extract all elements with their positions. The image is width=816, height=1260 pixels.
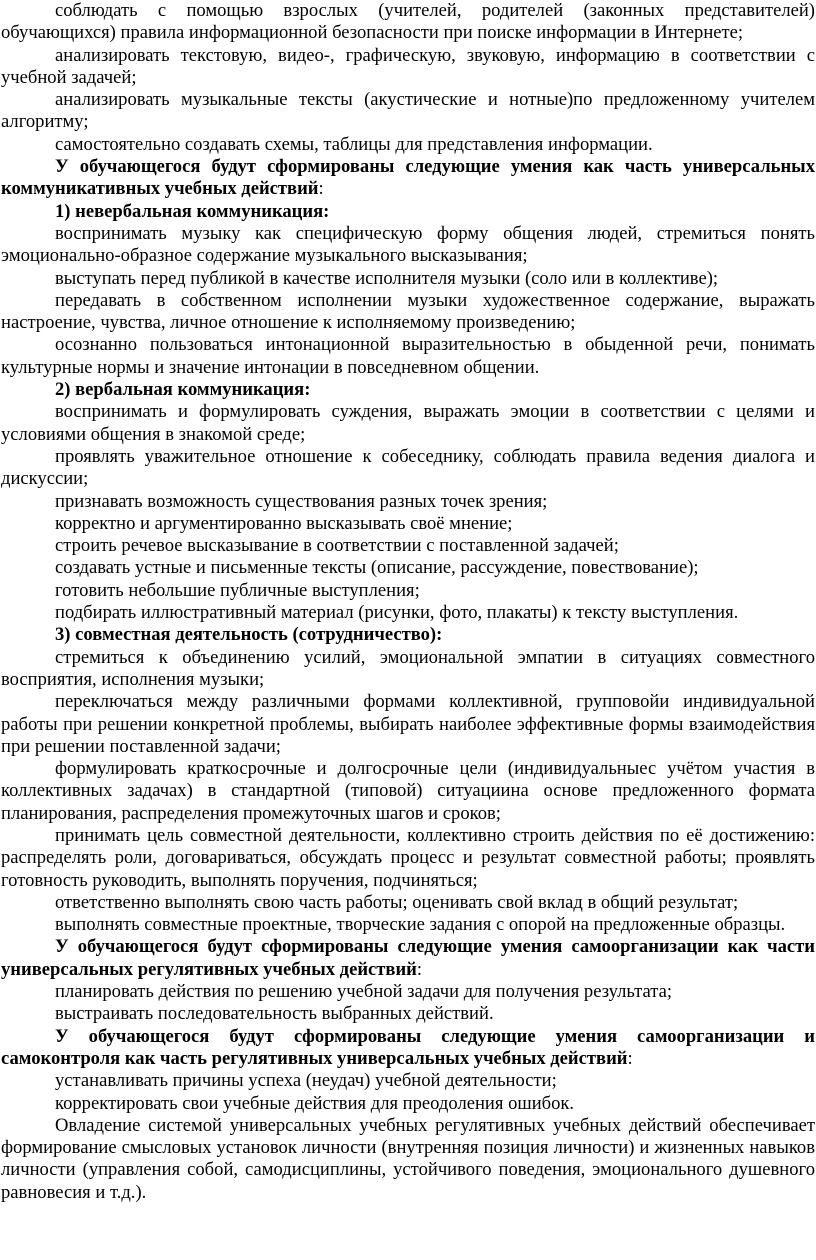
paragraph: формулировать краткосрочные и долгосрочные цели (индивидуальныес учётом участия в коллективных задачах) в стандартной (типовой) ситуациина основе предложенного формата планирования, распределения промежуточных шагов и сроков; (1, 758, 815, 824)
paragraph: признавать возможность существования разных точек зрения; (55, 490, 548, 512)
paragraph: стремиться к объединению усилий, эмоциональной эмпатии в ситуациях совместного восприятия, исполнения музыки; (1, 646, 815, 690)
paragraph: анализировать текстовую, видео-, графическую, звуковую, информацию в соответствии с учебной задачей; (1, 44, 815, 88)
heading-colon: : (318, 178, 324, 200)
paragraph: ответственно выполнять свою часть работы; оценивать свой вклад в общий результат; (55, 891, 739, 913)
subheading-verbal: 2) вербальная коммуникация: (55, 379, 311, 401)
paragraph: принимать цель совместной деятельности, коллективно строить действия по её достижению: распределять роли, договариваться, обсуждать процесс и результат совместной работы; проявлять готовность руководить, выполнять поручения, подчиняться; (1, 824, 815, 891)
paragraph: выполнять совместные проектные, творческие задания с опорой на предложенные образцы. (55, 914, 786, 936)
heading-colon: : (627, 1047, 633, 1069)
heading-text: У обучающегося будут сформированы следующие умения как часть универсальных коммуникативных учебных действий (1, 156, 815, 200)
paragraph: воспринимать музыку как специфическую форму общения людей, стремиться понять эмоционально-образное содержание музыкального высказывания; (1, 222, 815, 267)
paragraph: планировать действия по решению учебной задачи для получения результата; (55, 981, 673, 1003)
paragraph: переключаться между различными формами коллективной, групповойи индивидуальной работы при решении конкретной проблемы, выбирать наиболее эффективные формы взаимодействия при решении поставленной задачи; (1, 691, 815, 757)
subheading-cooperation: 3) совместная деятельность (сотрудничество): (55, 624, 443, 646)
paragraph: самостоятельно создавать схемы, таблицы для представления информации. (55, 133, 653, 155)
section-heading-self-organization (1, 936, 815, 981)
paragraph: создавать устные и письменные тексты (описание, рассуждение, повествование); (55, 557, 699, 579)
heading-text: У обучающегося будут сформированы следующие умения самоорганизации как части универсальных регулятивных учебных действий (1, 936, 815, 980)
paragraph: строить речевое высказывание в соответствии с поставленной задачей; (55, 535, 619, 557)
heading-colon: : (416, 958, 423, 980)
paragraph: воспринимать и формулировать суждения, выражать эмоции в соответствии с целями и условиями общения в знакомой среде; (1, 401, 815, 445)
paragraph: проявлять уважительное отношение к собеседнику, соблюдать правила ведения диалога и дискуссии; (1, 445, 815, 490)
paragraph: устанавливать причины успеха (неудач) учебной деятельности; (55, 1070, 557, 1092)
heading-text: У обучающегося будут сформированы следующие умения самоорганизации и самоконтроля как часть регулятивных универсальных учебных действий (1, 1025, 815, 1069)
paragraph: выступать перед публикой в качестве исполнителя музыки (соло или в коллективе); (55, 267, 719, 289)
section-heading-self-control (1, 1026, 815, 1071)
paragraph: передавать в собственном исполнении музыки художественное содержание, выражать настроение, чувства, личное отношение к исполняемому произведению; (1, 289, 815, 334)
paragraph: выстраивать последовательность выбранных действий. (55, 1003, 494, 1025)
paragraph: корректно и аргументированно высказывать своё мнение; (55, 512, 513, 534)
paragraph: Овладение системой универсальных учебных регулятивных учебных действий обеспечивает формирование смысловых установок личности (внутренняя позиция личности) и жизненных навыков личности (управления собой, самодисциплины, устойчивого поведения, эмоционального душевного равновесия и т.д.). (1, 1114, 815, 1203)
paragraph: осознанно пользоваться интонационной выразительностью в обыденной речи, понимать культурные нормы и значение интонации в повседневном общении. (1, 334, 815, 378)
paragraph: соблюдать с помощью взрослых (учителей, родителей (законных представителей) обучающихся) правила информационной безопасности при поиске информации в Интернете; (1, 0, 815, 44)
paragraph: корректировать свои учебные действия для преодоления ошибок. (55, 1092, 575, 1114)
paragraph: готовить небольшие публичные выступления; (55, 579, 420, 601)
subheading-nonverbal: 1) невербальная коммуникация: (55, 200, 330, 222)
paragraph: подбирать иллюстративный материал (рисунки, фото, плакаты) к тексту выступления. (55, 602, 739, 624)
paragraph: анализировать музыкальные тексты (акустические и нотные)по предложенному учителем алгоритму; (1, 89, 815, 133)
section-heading-communicative (1, 156, 815, 201)
